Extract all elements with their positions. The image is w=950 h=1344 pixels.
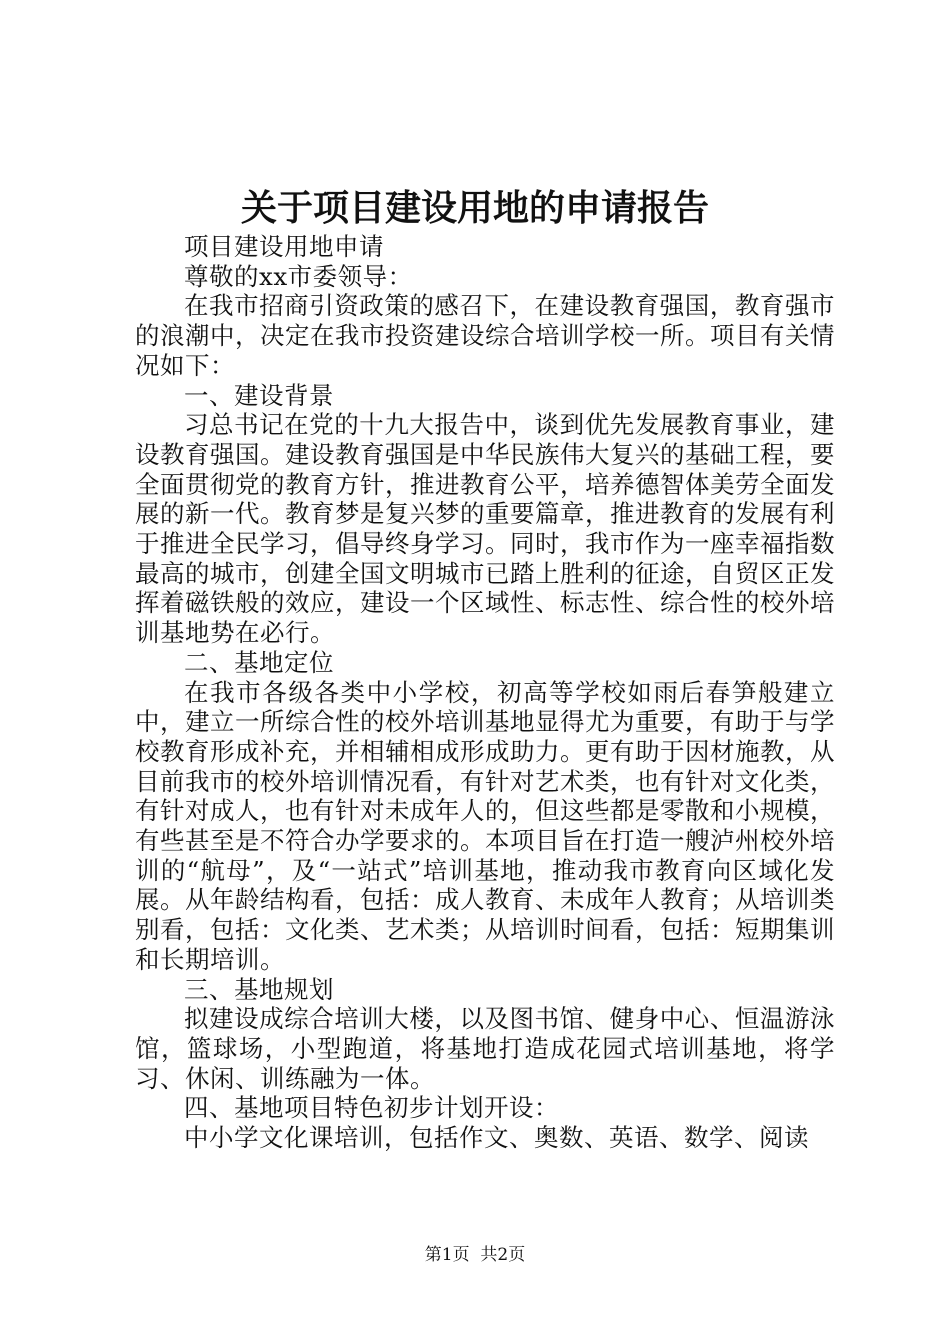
paragraph-background: 习总书记在党的十九大报告中，谈到优先发展教育事业，建设教育强国。建设教育强国是中华民族伟大复兴的基础工程，要全面贯彻党的教育方针，推进教育公平，培养德智体美劳全面发展的新一代。教育梦是复兴梦的重要篇章，推进教育的发展有利于推进全民学习，倡导终身学习。同时，我市作为一座幸福指数最高的城市，创建全国文明城市已踏上胜利的征途，自贸区正发挥着磁铁般的效应，建设一个区域性、标志性、综合性的校外培训基地势在必行。: [135, 410, 835, 648]
paragraph-planning: 拟建设成综合培训大楼，以及图书馆、健身中心、恒温游泳馆，篮球场，小型跑道，将基地打造成花园式培训基地，将学习、休闲、训练融为一体。: [135, 1004, 835, 1093]
document-body: [135, 232, 835, 1153]
section-heading-features: 四、基地项目特色初步计划开设：: [184, 1093, 559, 1123]
paragraph-intro: 在我市招商引资政策的感召下，在建设教育强国，教育强市的浪潮中，决定在我市投资建设综合培训学校一所。项目有关情况如下：: [135, 291, 835, 380]
paragraph-salutation: 尊敬的xx市委领导：: [184, 261, 413, 291]
paragraph-features: 中小学文化课培训，包括作文、奥数、英语、数学、阅读: [184, 1123, 809, 1153]
section-heading-positioning: 二、基地定位: [184, 647, 334, 677]
document-title: 关于项目建设用地的申请报告: [240, 187, 709, 229]
paragraph-subject: 项目建设用地申请: [184, 232, 384, 261]
section-heading-background: 一、建设背景: [184, 380, 334, 410]
section-heading-planning: 三、基地规划: [184, 974, 334, 1004]
paragraph-positioning: 在我市各级各类中小学校，初高等学校如雨后春笋般建立中，建立一所综合性的校外培训基地显得尤为重要，有助于与学校教育形成补充，并相辅相成形成助力。更有助于因材施教，从目前我市的校外培训情况看，有针对艺术类，也有针对文化类，有针对成人，也有针对未成年人的，但这些都是零散和小规模，有些甚至是不符合办学要求的。本项目旨在打造一艘泸州校外培训的“航母”，及“一站式”培训基地，推动我市教育向区域化发展。从年龄结构看，包括：成人教育、未成年人教育；从培训类别看，包括：文化类、艺术类；从培训时间看，包括：短期集训和长期培训。: [135, 677, 835, 974]
page-number-footer: 第1页 共2页: [424, 1245, 526, 1265]
